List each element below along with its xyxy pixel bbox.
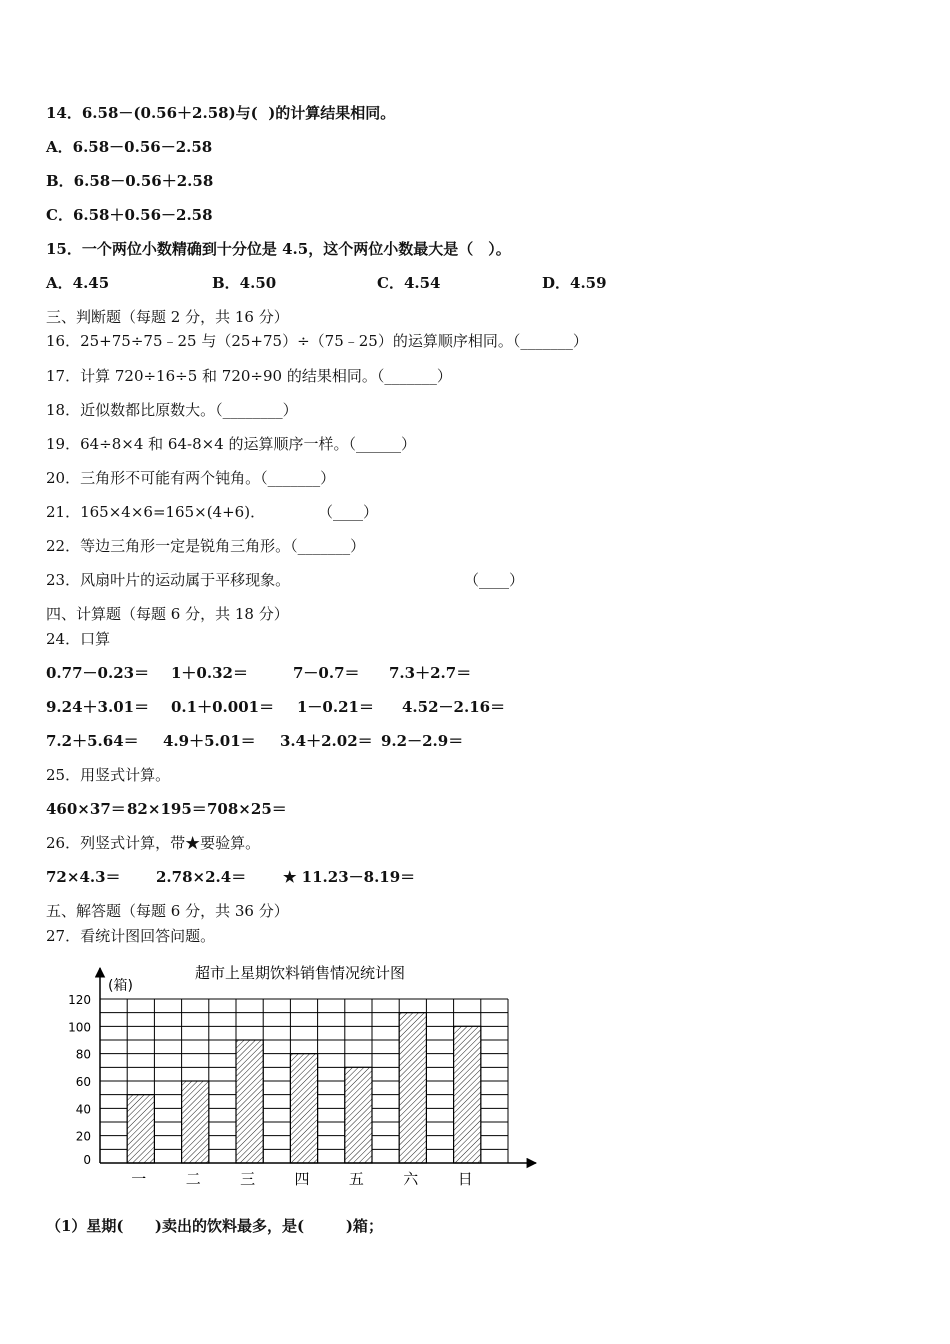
q15-option-c: C．4.54 — [377, 274, 441, 292]
bar-chart — [60, 958, 550, 1190]
q27-stem: 27．看统计图回答问题。 — [46, 927, 216, 945]
x-tick-label: 六 — [403, 1170, 419, 1188]
q14-option-a: A．6.58－0.56－2.58 — [46, 138, 213, 156]
chart-bars — [127, 1013, 481, 1163]
bar-一 — [127, 1095, 154, 1163]
q17: 17．计算 720÷16÷5 和 720÷90 的结果相同。（_______） — [46, 367, 452, 385]
chart-x-labels — [131, 1170, 472, 1188]
q20: 20．三角形不可能有两个钝角。（_______） — [46, 469, 336, 487]
section4-title: 四、计算题（每题 6 分，共 18 分） — [46, 605, 289, 623]
q25-item: 708×25＝ — [207, 800, 287, 818]
q15-stem: 15．一个两位小数精确到十分位是 4.5，这个两位小数最大是（ ）。 — [46, 240, 511, 258]
q21: 21．165×4×6=165×(4+6)． — [46, 503, 266, 521]
bar-二 — [182, 1081, 209, 1163]
bar-四 — [290, 1054, 317, 1163]
q24-item: 1－0.21＝ — [297, 698, 374, 716]
q25-stem: 25．用竖式计算。 — [46, 766, 171, 784]
section5-title: 五、解答题（每题 6 分，共 36 分） — [46, 902, 289, 920]
y-tick-label: 20 — [75, 1129, 91, 1144]
q24-item: 7.2＋5.64＝ — [46, 732, 139, 750]
q24-item: 1＋0.32＝ — [171, 664, 248, 682]
q27-sub1: （1）星期( )卖出的饮料最多，是( )箱； — [46, 1217, 383, 1235]
chart-y-ticks — [68, 993, 91, 1167]
q18: 18．近似数都比原数大。（________） — [46, 401, 298, 419]
q26-item: 2.78×2.4＝ — [156, 868, 247, 886]
bar-日 — [454, 1026, 481, 1163]
x-tick-label: 三 — [240, 1170, 256, 1188]
q25-item: 82×195＝ — [127, 800, 207, 818]
q24-item: 0.1＋0.001＝ — [171, 698, 275, 716]
q26-item: 72×4.3＝ — [46, 868, 121, 886]
q24-item: 9.24＋3.01＝ — [46, 698, 150, 716]
y-tick-label: 100 — [68, 1020, 91, 1035]
q14-stem: 14．6.58－(0.56＋2.58)与( )的计算结果相同。 — [46, 104, 396, 122]
q26-item: ★ 11.23－8.19＝ — [283, 868, 416, 886]
y-tick-label: 120 — [68, 993, 91, 1007]
q24-item: 7－0.7＝ — [293, 664, 360, 682]
q23-blank: （____） — [464, 571, 525, 589]
q25-item: 460×37＝ — [46, 800, 126, 818]
x-tick-label: 四 — [294, 1170, 310, 1188]
q24-item: 9.2－2.9＝ — [381, 732, 464, 750]
chart-ylabel: (箱) — [108, 978, 133, 994]
q15-option-a: A．4.45 — [46, 274, 110, 292]
x-tick-label: 一 — [131, 1170, 147, 1188]
bar-三 — [236, 1040, 263, 1163]
x-tick-label: 日 — [457, 1170, 473, 1188]
q24-item: 4.52－2.16＝ — [402, 698, 506, 716]
chart-title: 超市上星期饮料销售情况统计图 — [194, 964, 406, 982]
q23: 23．风扇叶片的运动属于平移现象。 — [46, 571, 291, 589]
q26-stem: 26．列竖式计算，带★要验算。 — [46, 834, 261, 852]
x-tick-label: 五 — [348, 1170, 364, 1188]
x-tick-label: 二 — [185, 1170, 201, 1188]
q19: 19．64÷8×4 和 64-8×4 的运算顺序一样。（______） — [46, 435, 417, 453]
bar-五 — [345, 1067, 372, 1163]
y-tick-label: 0 — [83, 1153, 91, 1167]
q14-option-b: B．6.58－0.56＋2.58 — [46, 172, 214, 190]
q15-option-d: D．4.59 — [542, 274, 607, 292]
q16: 16．25+75÷75﹣25 与（25+75）÷（75﹣25）的运算顺序相同。（_______） — [46, 332, 588, 350]
q24-item: 0.77－0.23＝ — [46, 664, 150, 682]
q24-item: 3.4＋2.02＝ — [280, 732, 373, 750]
q24-item: 4.9＋5.01＝ — [163, 732, 256, 750]
q22: 22．等边三角形一定是锐角三角形。（_______） — [46, 537, 366, 555]
q21-blank: （____） — [318, 503, 379, 521]
y-tick-label: 60 — [75, 1075, 91, 1089]
y-tick-label: 80 — [75, 1047, 91, 1062]
bar-六 — [399, 1013, 426, 1163]
y-tick-label: 40 — [75, 1102, 91, 1117]
q14-option-c: C．6.58＋0.56－2.58 — [46, 206, 213, 224]
q24-stem: 24．口算 — [46, 630, 111, 648]
section3-title: 三、判断题（每题 2 分，共 16 分） — [46, 308, 289, 326]
q15-option-b: B．4.50 — [212, 274, 277, 292]
q24-item: 7.3＋2.7＝ — [389, 664, 472, 682]
